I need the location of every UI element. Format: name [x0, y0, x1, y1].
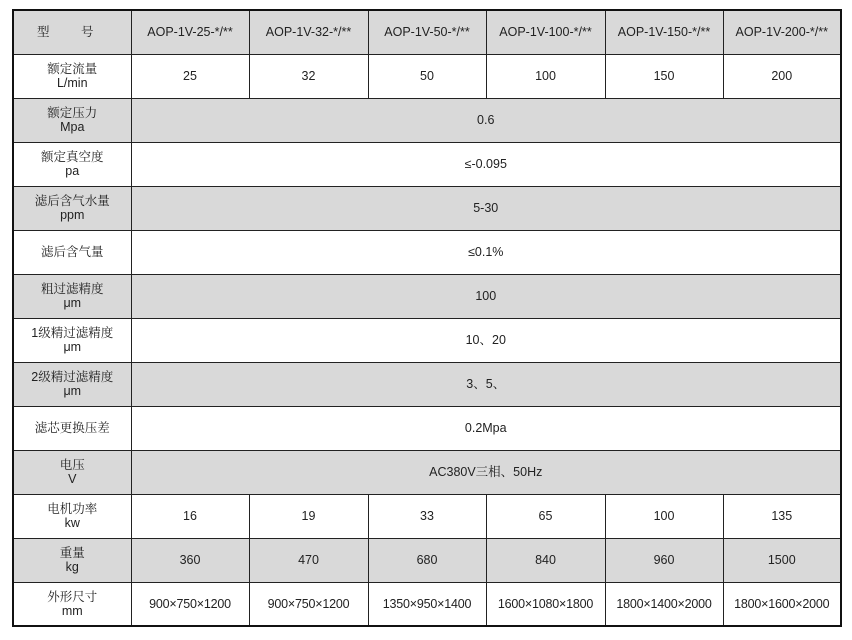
- table-cell: 33: [368, 494, 486, 538]
- row-label: [13, 54, 131, 98]
- table-cell: 25: [131, 54, 249, 98]
- table-cell: 1800×1400×2000: [605, 582, 723, 626]
- row-label: [13, 274, 131, 318]
- table-cell: 1600×1080×1800: [486, 582, 605, 626]
- row-label-name: 额定压力: [47, 106, 98, 120]
- table-cell: 1800×1600×2000: [723, 582, 841, 626]
- table-cell: 840: [486, 538, 605, 582]
- table-cell: 32: [249, 54, 368, 98]
- table-row-rated-flow: [13, 54, 841, 98]
- row-label: [13, 98, 131, 142]
- row-label-name: 重量: [59, 546, 85, 560]
- row-label-name: 电机功率: [47, 502, 98, 516]
- table-row-dimensions: [13, 582, 841, 626]
- table-cell: 680: [368, 538, 486, 582]
- row-label-unit: V: [68, 472, 77, 486]
- row-label-name: 外形尺寸: [47, 589, 98, 604]
- merged-value-cell: 5-30: [131, 186, 841, 230]
- row-label-unit: ppm: [60, 208, 85, 222]
- row-label-unit: μm: [63, 296, 82, 310]
- row-label: [13, 142, 131, 186]
- table-row-rated-pressure: [13, 98, 841, 142]
- table-cell: 150: [605, 54, 723, 98]
- model-header-label: 型 号: [13, 10, 131, 54]
- row-label-unit: L/min: [56, 76, 88, 90]
- table-cell: 360: [131, 538, 249, 582]
- row-label-name: 1级精过滤精度: [31, 326, 114, 340]
- row-label: [13, 318, 131, 362]
- row-label: [13, 406, 131, 450]
- model-header-cell: AOP-1V-32-*/**: [249, 10, 368, 54]
- table-row-water-content: [13, 186, 841, 230]
- row-label-name: 粗过滤精度: [40, 282, 104, 296]
- merged-value-cell: 0.6: [131, 98, 841, 142]
- row-label: [13, 362, 131, 406]
- row-label-name: 2级精过滤精度: [31, 370, 114, 384]
- row-label-name: 电压: [59, 458, 85, 472]
- table-row-stage2-precision: [13, 362, 841, 406]
- merged-value-cell: 0.2Mpa: [131, 406, 841, 450]
- table-cell: 16: [131, 494, 249, 538]
- header-row: [13, 10, 841, 54]
- row-label-unit: kw: [64, 516, 80, 530]
- table-cell: 50: [368, 54, 486, 98]
- table-cell: 960: [605, 538, 723, 582]
- spec-table: [12, 9, 842, 627]
- table-cell: 100: [605, 494, 723, 538]
- table-row-motor-power: [13, 494, 841, 538]
- model-header-cell: AOP-1V-150-*/**: [605, 10, 723, 54]
- row-label-unit: Mpa: [60, 120, 85, 134]
- merged-value-cell: AC380V三相、50Hz: [131, 450, 841, 494]
- row-label: [13, 450, 131, 494]
- row-label-name: 额定真空度: [40, 150, 104, 164]
- row-label-name: 额定流量: [47, 62, 98, 76]
- model-header-cell: AOP-1V-200-*/**: [723, 10, 841, 54]
- row-label-unit: μm: [63, 384, 82, 398]
- table-cell: 100: [486, 54, 605, 98]
- model-header-cell: AOP-1V-50-*/**: [368, 10, 486, 54]
- row-label: [13, 538, 131, 582]
- table-cell: 900×750×1200: [131, 582, 249, 626]
- table-cell: 470: [249, 538, 368, 582]
- table-cell: 900×750×1200: [249, 582, 368, 626]
- table-row-weight: [13, 538, 841, 582]
- table-row-stage1-precision: [13, 318, 841, 362]
- row-label: [13, 582, 131, 626]
- model-header-cell: AOP-1V-100-*/**: [486, 10, 605, 54]
- row-label-unit: pa: [65, 164, 80, 178]
- merged-value-cell: ≤0.1%: [131, 230, 841, 274]
- row-label-name: 滤后含气量: [40, 245, 104, 259]
- table-cell: 1350×950×1400: [368, 582, 486, 626]
- merged-value-cell: 100: [131, 274, 841, 318]
- row-label: [13, 494, 131, 538]
- table-row-change-pressure: [13, 406, 841, 450]
- model-header-cell: AOP-1V-25-*/**: [131, 10, 249, 54]
- row-label-name: 滤后含气水量: [34, 194, 110, 208]
- merged-value-cell: 3、5、: [131, 362, 841, 406]
- table-cell: 19: [249, 494, 368, 538]
- merged-value-cell: 10、20: [131, 318, 841, 362]
- table-cell: 65: [486, 494, 605, 538]
- row-label-unit: kg: [65, 560, 79, 574]
- table-row-voltage: [13, 450, 841, 494]
- row-label-unit: μm: [63, 340, 82, 354]
- merged-value-cell: ≤-0.095: [131, 142, 841, 186]
- row-label: [13, 230, 131, 274]
- table-row-gas-content: [13, 230, 841, 274]
- table-cell: 1500: [723, 538, 841, 582]
- row-label-name: 滤芯更换压差: [34, 421, 110, 435]
- table-cell: 200: [723, 54, 841, 98]
- table-row-coarse-precision: [13, 274, 841, 318]
- row-label-unit: mm: [61, 603, 83, 618]
- row-label: [13, 186, 131, 230]
- table-row-rated-vacuum: [13, 142, 841, 186]
- table-cell: 135: [723, 494, 841, 538]
